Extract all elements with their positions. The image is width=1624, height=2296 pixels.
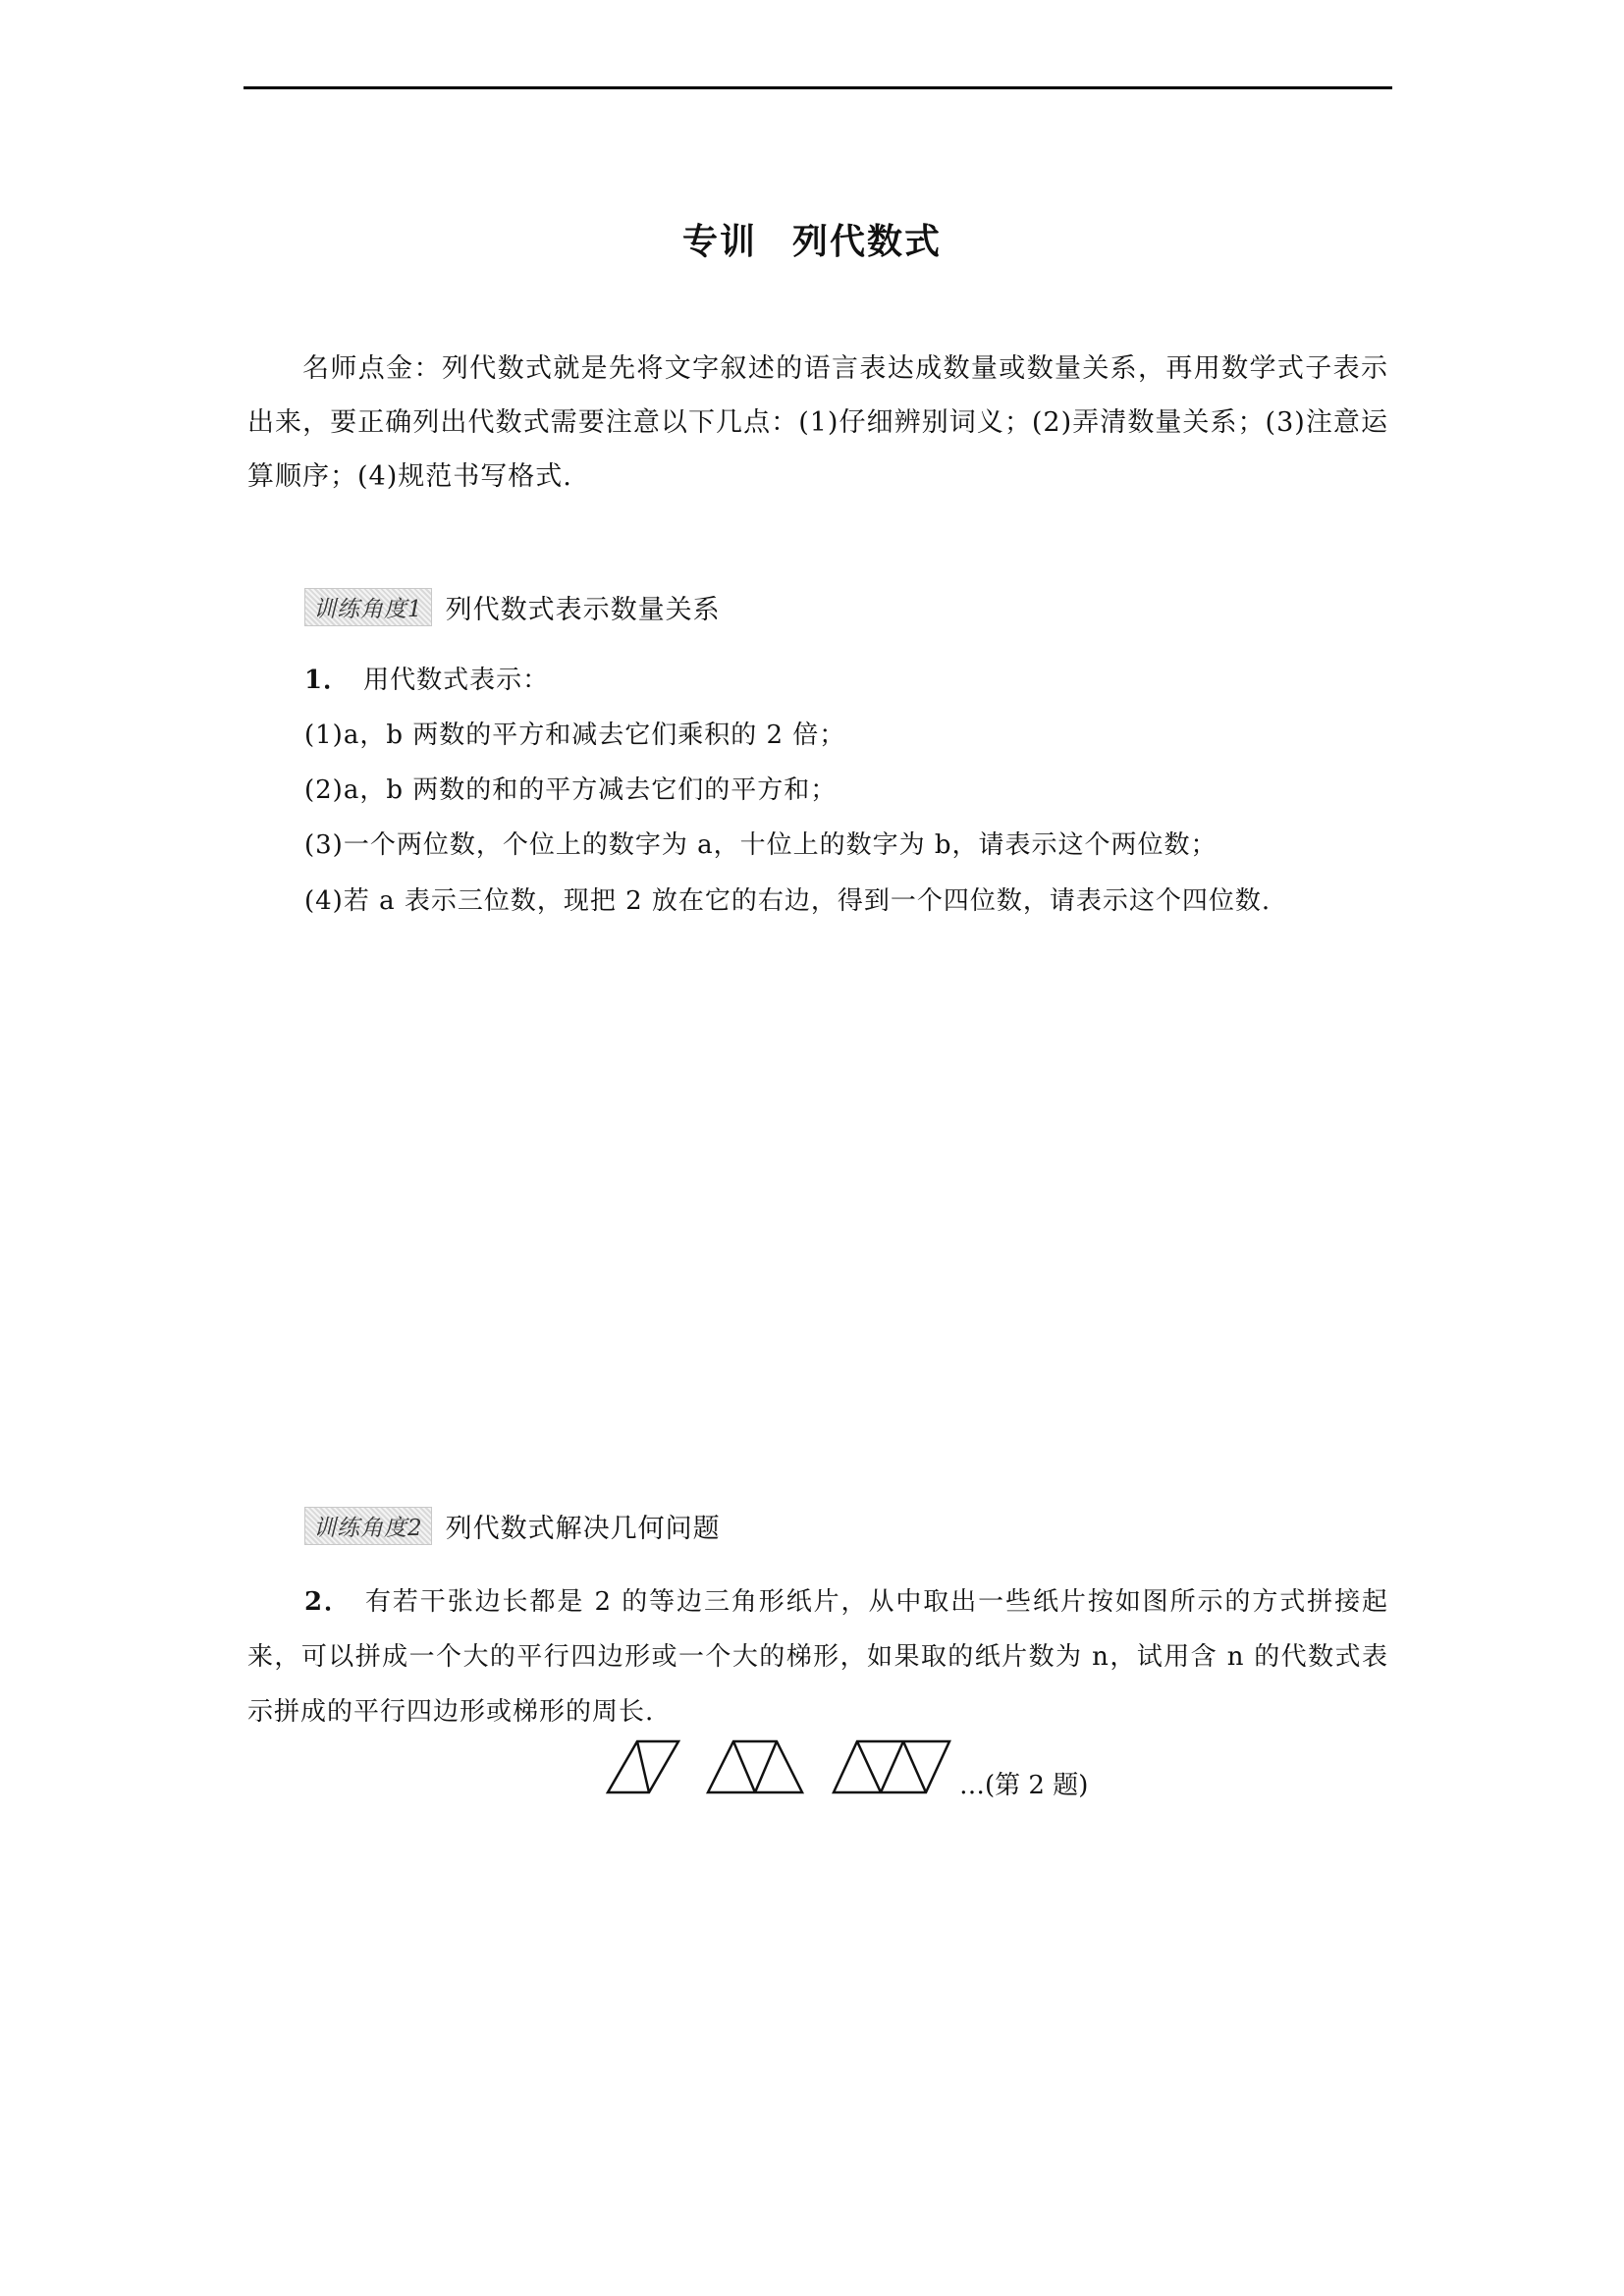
intro-paragraph: 名师点金：列代数式就是先将文字叙述的语言表达成数量或数量关系，再用数学式子表示出来，要正确列出代数式需要注意以下几点：(1)仔细辨别词义；(2)弄清数量关系；(3)注意运算顺序；(4)规范书写格式. <box>247 353 1388 492</box>
figure-two-triangles <box>608 1741 678 1792</box>
section-1-heading <box>304 587 721 626</box>
question-1-item-1: (1)a，b 两数的平方和减去它们乘积的 2 倍； <box>304 721 846 750</box>
figure-caption: …(第 2 题) <box>959 1771 1089 1800</box>
header-rule <box>244 86 1392 89</box>
question-1-item-4: (4)若 a 表示三位数，现把 2 放在它的右边，得到一个四位数，请表示这个四位数. <box>304 886 1272 916</box>
question-1-item-3: (3)一个两位数，个位上的数字为 a，十位上的数字为 b，请表示这个两位数； <box>304 830 1218 860</box>
question-2-text: 有若干张边长都是 2 的等边三角形纸片，从中取出一些纸片按如图所示的方式拼接起来，可以拼成一个大的平行四边形或一个大的梯形，如果取的纸片数为 n，试用含 n 的代数式表示拼成的平行四边形或梯形的周长. <box>247 1587 1389 1727</box>
triangle-tiling-figure <box>606 1737 959 1796</box>
question-2-number: 2． <box>304 1587 352 1617</box>
question-1-text: 用代数式表示： <box>363 666 550 695</box>
section-1-badge: 训练角度1 <box>304 588 432 626</box>
figure-four-triangles <box>834 1741 949 1792</box>
question-1-stem <box>304 660 549 696</box>
section-2-badge: 训练角度2 <box>304 1507 432 1545</box>
section-2-heading <box>304 1506 721 1545</box>
title-main: 列代数式 <box>792 222 943 262</box>
section-1-title: 列代数式表示数量关系 <box>445 594 721 625</box>
page-title <box>0 214 1624 264</box>
title-prefix: 专训 <box>681 222 757 262</box>
question-2-paragraph <box>247 1575 1388 1739</box>
section-2-title: 列代数式解决几何问题 <box>445 1513 721 1544</box>
question-1-number: 1． <box>304 666 351 695</box>
question-1-item-2: (2)a，b 两数的和的平方减去它们的平方和； <box>304 775 838 805</box>
figure-three-triangles <box>708 1741 802 1792</box>
